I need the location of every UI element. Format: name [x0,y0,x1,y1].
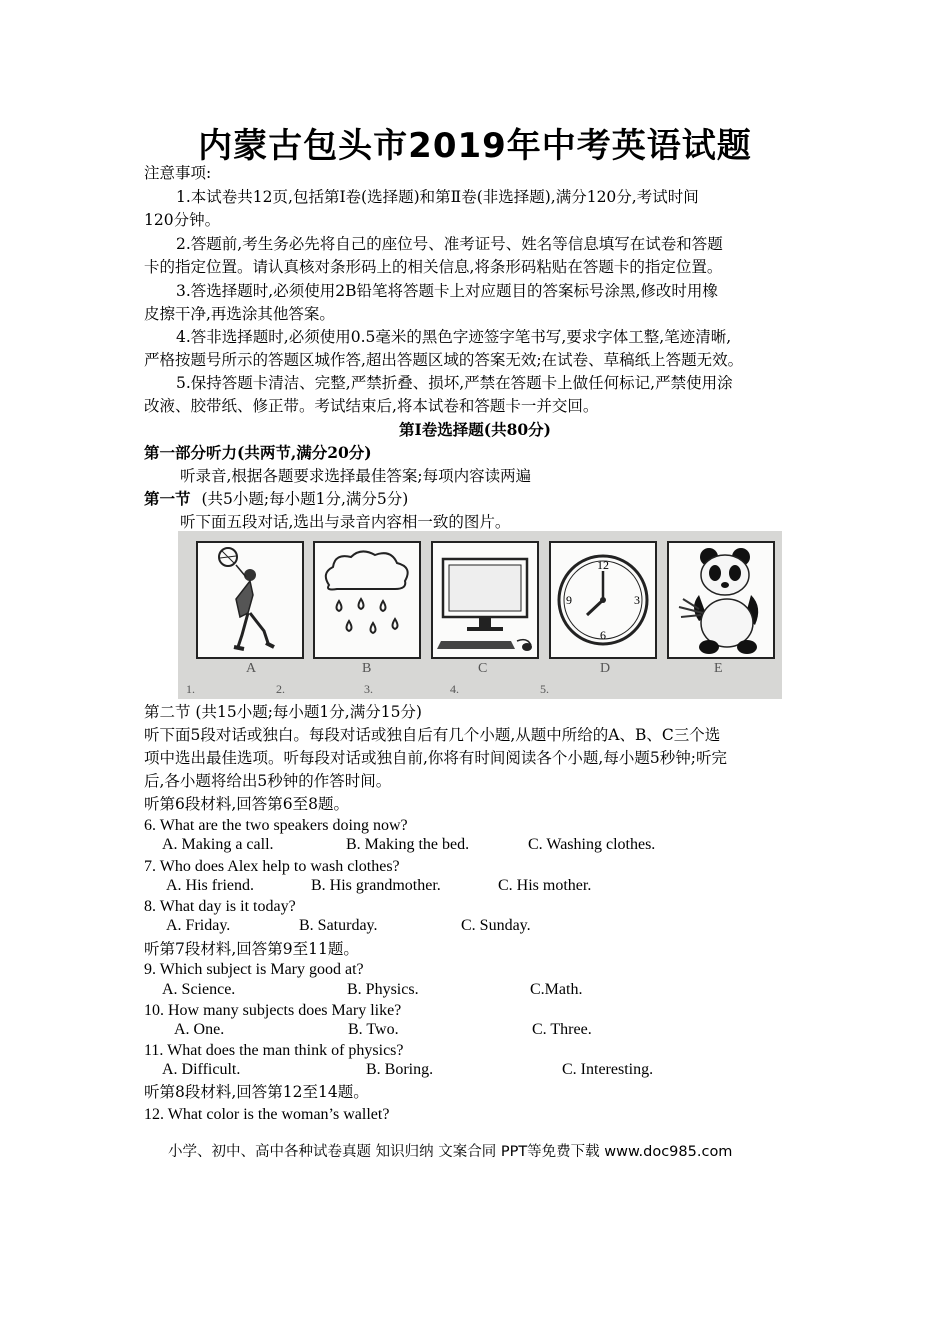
note-2-line-1: 2.答题前,考生务必先将自己的座位号、准考证号、姓名等信息填写在试卷和答题 [176,235,723,253]
picture-label-a: A [246,661,257,676]
picture-label-d: D [600,661,611,676]
picture-label-b: B [362,661,372,676]
answer-number-3: 3. [364,682,373,696]
question-7-option-a: A. His friend. [166,877,254,894]
part1-heading: 第I卷选择题(共80分) [399,420,551,439]
panda-icon [669,543,773,657]
basketball-player-icon [198,543,302,657]
sub1-instruction: 听下面五段对话,选出与录音内容相一致的图片。 [180,513,511,531]
answer-number-5: 5. [540,682,549,696]
section-heading: 第一部分听力(共两节,满分20分) [144,443,372,462]
question-11-option-c: C. Interesting. [562,1061,654,1078]
page-footer: 小学、初中、高中各种试卷真题 知识归纳 文案合同 PPT等免费下载 www.doc985.com [168,1144,733,1160]
sub1-heading [144,488,408,510]
material-8-heading: 听第8段材料,回答第12至14题。 [144,1083,369,1101]
question-8-option-b: B. Saturday. [299,917,378,934]
computer-icon [433,543,537,657]
question-8: 8. What day is it today? [144,898,296,915]
sub2-heading: 第二节 (共15小题;每小题1分,满分15分) [144,703,422,721]
question-10-option-a: A. One. [174,1021,225,1038]
question-6-option-a: A. Making a call. [162,836,274,853]
notes-heading: 注意事项: [144,164,212,182]
question-11-option-b: B. Boring. [366,1061,434,1078]
picture-label-e: E [714,661,723,676]
note-2-line-2: 卡的指定位置。请认真核对条形码上的相关信息,将条形码粘贴在答题卡的指定位置。 [144,258,723,276]
answer-number-4: 4. [450,682,459,696]
question-7-option-c: C. His mother. [498,877,592,894]
picture-label-c: C [478,661,488,676]
sub1-info: (共5小题;每小题1分,满分5分) [201,490,409,508]
question-7-option-b: B. His grandmother. [311,877,441,894]
section-instruction: 听录音,根据各题要求选择最佳答案;每项内容读两遍 [180,467,532,485]
note-3-line-1: 3.答选择题时,必须使用2B铅笔将答题卡上对应题目的答案标号涂黑,修改时用橡 [176,282,718,300]
note-5-line-1: 5.保持答题卡清洁、完整,严禁折叠、损坏,严禁在答题卡上做任何标记,严禁使用涂 [176,374,733,392]
picture-a [196,541,304,659]
question-11: 11. What does the man think of physics? [144,1042,404,1059]
question-7: 7. Who does Alex help to wash clothes? [144,858,400,875]
note-4-line-1: 4.答非选择题时,必须使用0.5毫米的黑色字迹签字笔书写,要求字体工整,笔迹清晰, [176,328,732,346]
question-11-option-a: A. Difficult. [162,1061,241,1078]
sub2-instruction-line-3: 后,各小题将给出5秒钟的作答时间。 [144,772,392,790]
note-4-line-2: 严格按题号所示的答题区城作答,超出答题区域的答案无效;在试卷、草稿纸上答题无效。 [144,351,744,369]
answer-number-2: 2. [276,682,285,696]
question-8-option-a: A. Friday. [166,917,231,934]
note-1-line-1: 1.本试卷共12页,包括第Ⅰ卷(选择题)和第Ⅱ卷(非选择题),满分120分,考试时间 [176,188,699,206]
page-title: 内蒙古包头市2019年中考英语试题 [198,126,752,166]
answer-number-1: 1. [186,682,195,696]
question-9-option-a: A. Science. [162,981,236,998]
question-9-option-c: C.Math. [530,981,583,998]
sub2-instruction-line-2: 项中选出最佳选项。听每段对话或独自前,你将有时间阅读各个小题,每小题5秒钟;听完 [144,749,727,767]
sub2-instruction-line-1: 听下面5段对话或独白。每段对话或独自后有几个小题,从题中所给的A、B、C三个选 [144,726,721,744]
clock-number-9: 9 [566,593,572,607]
question-8-option-c: C. Sunday. [461,917,531,934]
clock-number-12: 12 [597,558,609,572]
picture-c [431,541,539,659]
note-3-line-2: 皮擦干净,再选涂其他答案。 [144,305,335,323]
question-6-option-b: B. Making the bed. [346,836,470,853]
note-5-line-2: 改液、胶带纸、修正带。考试结束后,将本试卷和答题卡一并交回。 [144,397,599,415]
question-6-option-c: C. Washing clothes. [528,836,656,853]
sub1-label: 第一节 [144,489,191,508]
question-10-option-c: C. Three. [532,1021,592,1038]
question-6: 6. What are the two speakers doing now? [144,817,408,834]
clock-number-6: 6 [600,628,606,642]
note-1-line-2: 120分钟。 [144,211,221,229]
material-7-heading: 听第7段材料,回答第9至11题。 [144,940,359,958]
question-9: 9. Which subject is Mary good at? [144,961,364,978]
picture-b [313,541,421,659]
clock-number-3: 3 [634,593,640,607]
material-6-heading: 听第6段材料,回答第6至8题。 [144,795,350,813]
question-12: 12. What color is the woman’s wallet? [144,1106,390,1123]
picture-d [549,541,657,659]
question-9-option-b: B. Physics. [347,981,419,998]
picture-e [667,541,775,659]
picture-strip [178,531,782,699]
question-10-option-b: B. Two. [348,1021,399,1038]
question-10: 10. How many subjects does Mary like? [144,1002,402,1019]
rain-cloud-icon [315,543,419,657]
clock-icon [551,543,655,657]
